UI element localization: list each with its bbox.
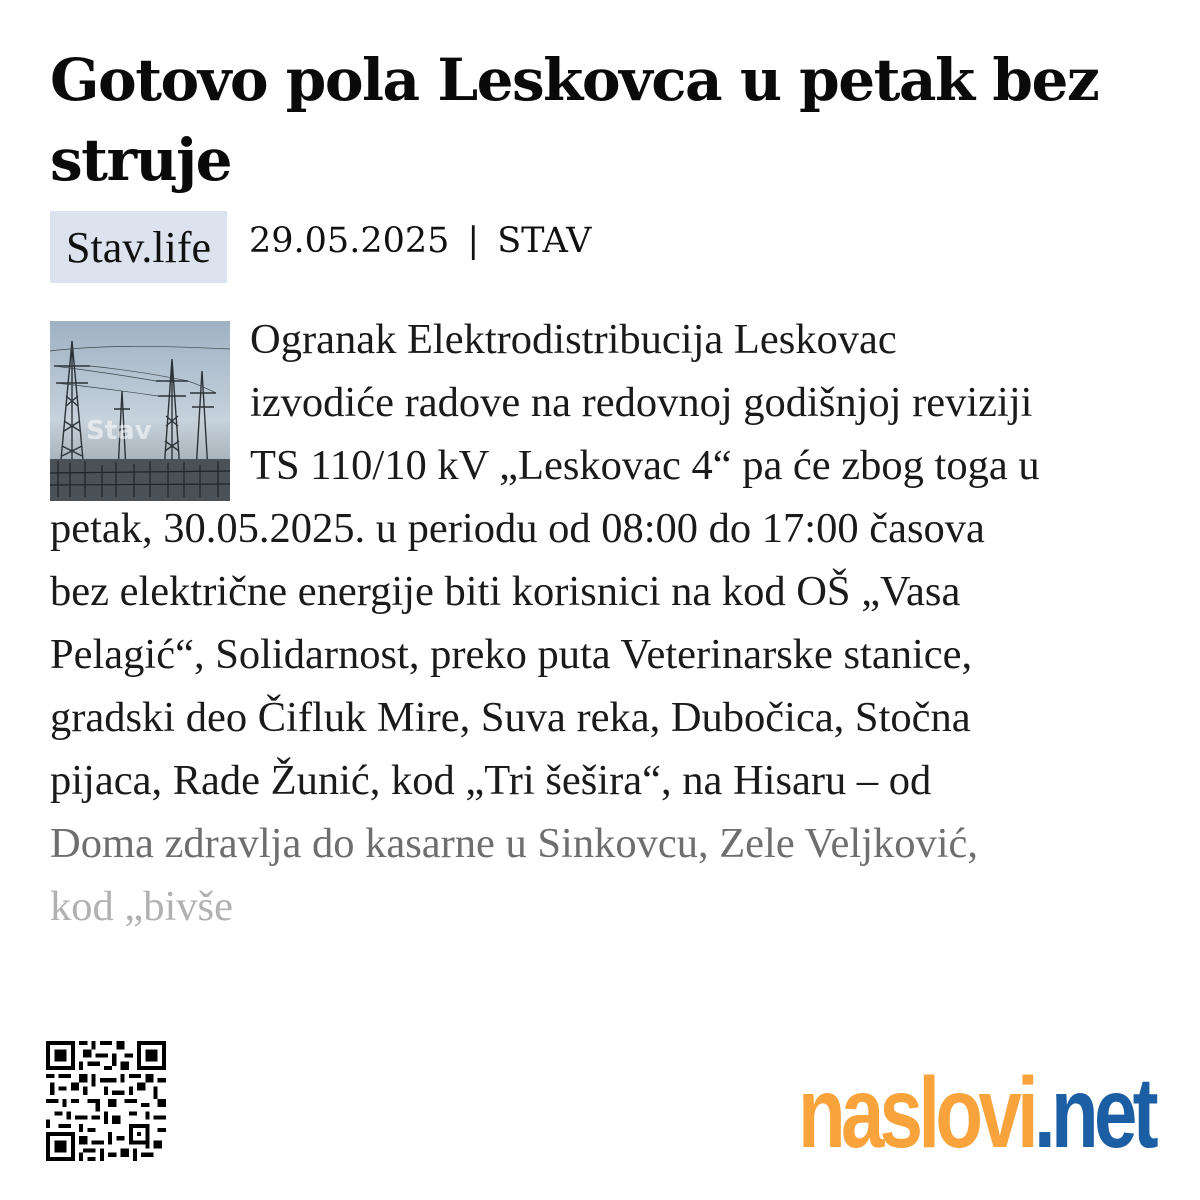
logo-tld-text: .net	[1034, 1057, 1154, 1169]
body-line: bez električne energije biti korisnici na kod OŠ „Vasa	[50, 568, 961, 615]
naslovi-logo[interactable]	[798, 1058, 1154, 1168]
meta-separator: |	[467, 221, 480, 261]
body-line: Ogranak Elektrodistribucija Leskovac	[250, 316, 897, 363]
body-line: petak, 30.05.2025. u periodu od 08:00 do 17:00 časova	[50, 505, 985, 552]
body-line-faded: Doma zdravlja do kasarne u Sinkovcu, Zele Veljković,	[50, 820, 979, 867]
body-line: Pelagić“, Solidarnost, preko puta Veterinarske stanice,	[50, 631, 973, 678]
body-line: TS 110/10 kV „Leskovac 4“ pa će zbog toga u	[250, 442, 1040, 489]
body-line: izvodiće radove na redovnoj godišnjoj reviziji	[250, 379, 1033, 426]
body-line-faded: kod „bivše	[50, 883, 233, 930]
article-meta	[50, 211, 591, 283]
article-title: Gotovo pola Leskovca u petak bez struje	[50, 46, 1099, 194]
publish-date: 29.05.2025	[249, 221, 450, 261]
qr-code-icon[interactable]	[46, 1038, 166, 1164]
thumbnail-watermark: Stav	[86, 416, 152, 446]
logo-main-text: naslovi	[798, 1057, 1035, 1169]
article-author: STAV	[497, 221, 592, 261]
body-line: pijaca, Rade Žunić, kod „Tri šešira“, na Hisaru – od	[50, 757, 932, 804]
source-badge[interactable]: Stav.life	[50, 211, 227, 283]
body-line: gradski deo Čifluk Mire, Suva reka, Dubočica, Stočna	[50, 694, 971, 741]
article-body	[50, 308, 1165, 938]
meta-text	[249, 221, 591, 261]
